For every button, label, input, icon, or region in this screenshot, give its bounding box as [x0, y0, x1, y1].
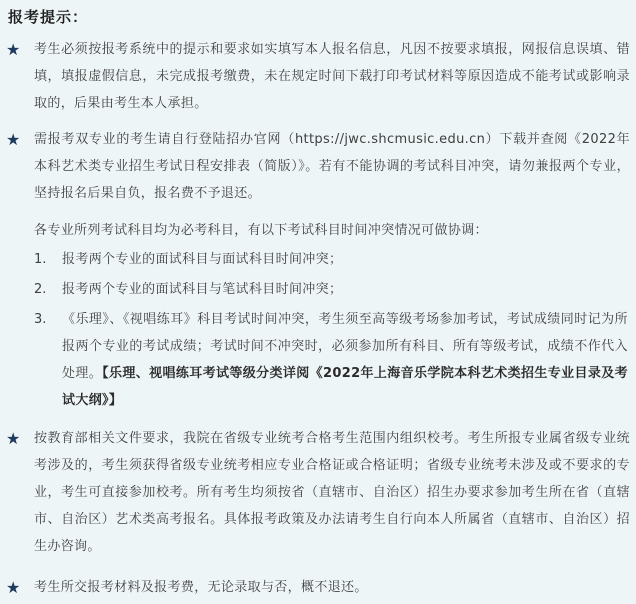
section-title: 报考提示：	[8, 8, 89, 26]
notice-item-1: 考生必须按报考系统中的提示和要求如实填写本人报名信息，凡因不按要求填报，网报信息误填、错填，填报虚假信息，未完成报考缴费，未在规定时间下载打印考试材料等原因造成不能考试或影响录取的，后果由考生本人承担。	[34, 42, 630, 111]
star-bullet-icon: ★	[6, 130, 21, 149]
sub-item-number: 1.	[34, 252, 47, 267]
sub-item-3-text: 《乐理》、《视唱练耳》科目考试时间冲突，考生须至高等级考场参加考试，考试成绩同时记为所报两个专业的考试成绩；考试时间不冲突时，必须参加所有科目、所有等级考试，成绩不作代入处理。	[62, 312, 628, 381]
star-bullet-icon: ★	[6, 40, 21, 59]
sub-item-3-bold-note: 【乐理、视唱练耳考试等级分类详阅《2022年上海音乐学院本科艺术类招生专业目录及考试大纲》】	[62, 366, 628, 408]
sub-item-1: 报考两个专业的面试科目与面试科目时间冲突；	[62, 252, 343, 267]
sub-item-2: 报考两个专业的面试科目与笔试科目时间冲突；	[62, 282, 343, 297]
notice-item-3: 按教育部相关文件要求，我院在省级专业统考合格考生范围内组织校考。考生所报专业属省级专业统考涉及的，考生须获得省级专业统考相应专业合格证或合格证明；省级专业统考未涉及或不要求的专业，考生可直接参加校考。所有考生均须按省（直辖市、自治区）招生办要求参加考生所在省（直辖市、自治区）艺术类高考报名。具体报考政策及办法请考生自行向本人所属省（直辖市、自治区）招生办咨询。	[34, 431, 630, 554]
notice-item-2	[34, 126, 630, 207]
sub-item-number: 2.	[34, 282, 47, 297]
star-bullet-icon: ★	[6, 429, 21, 448]
sub-item-3	[62, 306, 628, 414]
sub-item-number: 3.	[34, 312, 47, 327]
conflict-intro: 各专业所列考试科目均为必考科目，有以下考试科目时间冲突情况可做协调：	[34, 223, 488, 238]
notice-item-4: 考生所交报考材料及报考费，无论录取与否，概不退还。	[34, 580, 368, 595]
notice-item-2-text: 需报考双专业的考生请自行登陆招办官网（https://jwc.shcmusic.edu.cn）下载并查阅《2022年本科艺术类专业招生考试日程安排表（简版）》。若有不能协调的考试科目冲突，请勿兼报两个专业，坚持报名后果自负，报名费不予退还。	[34, 132, 630, 201]
star-bullet-icon: ★	[6, 578, 21, 597]
